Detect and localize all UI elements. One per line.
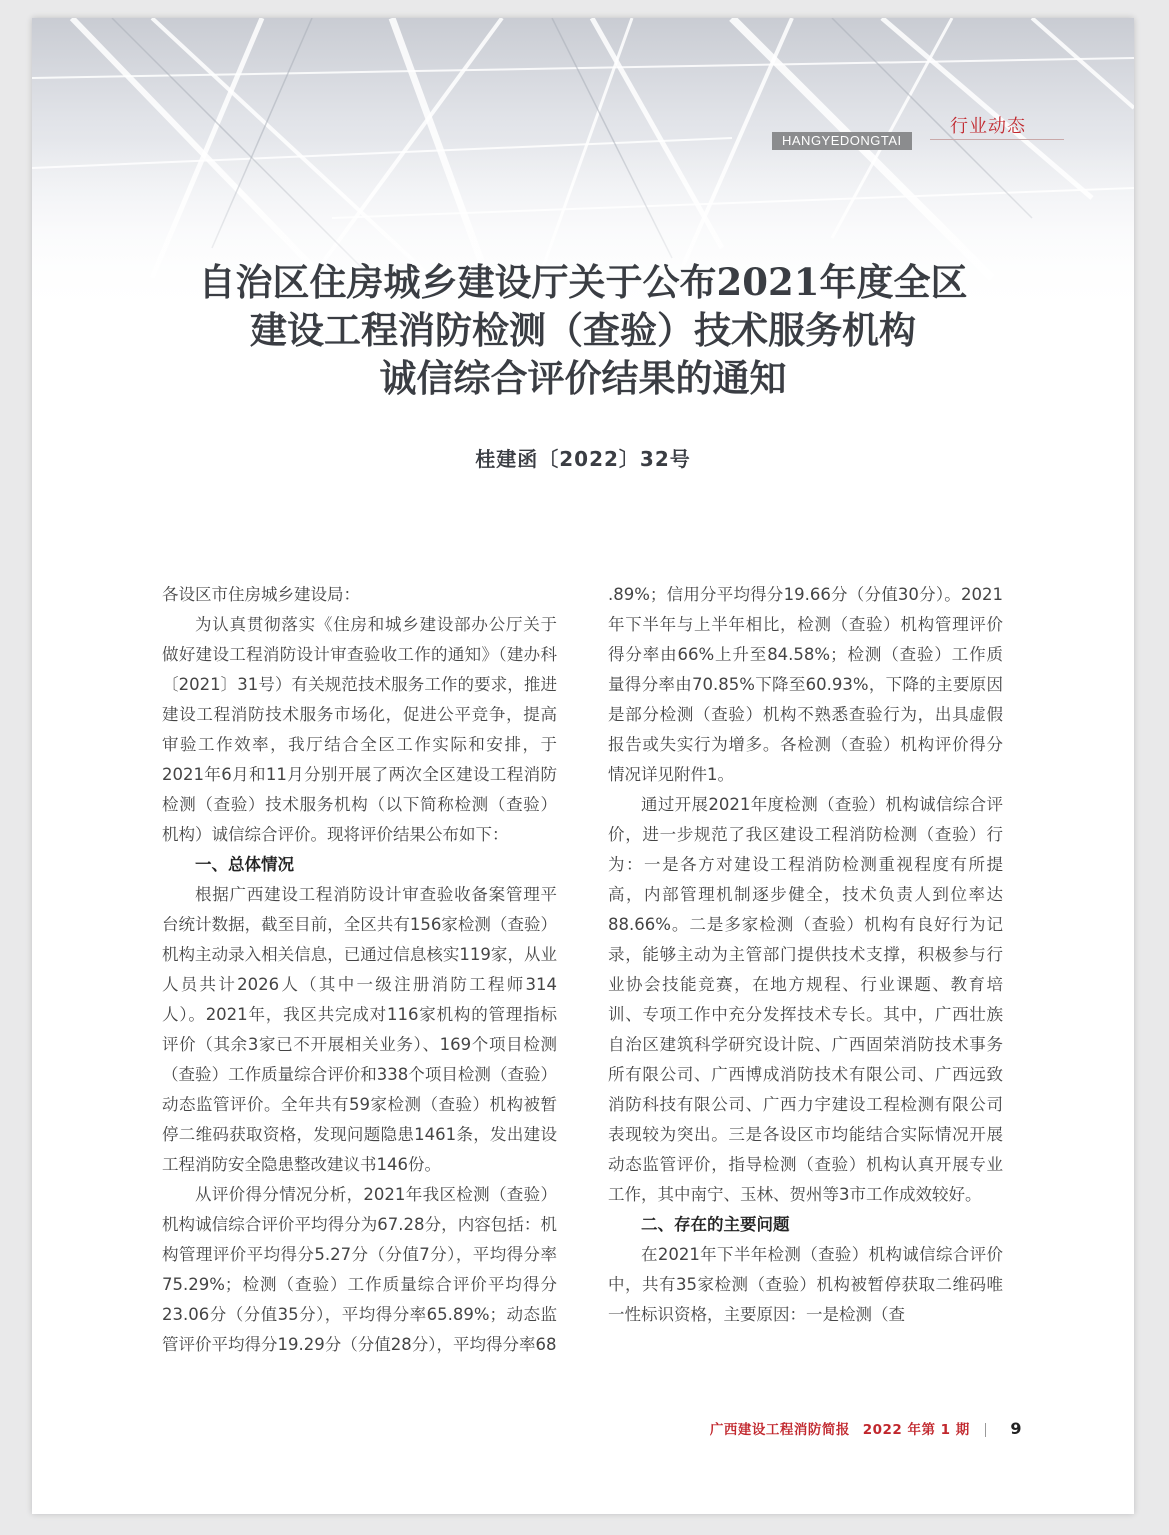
body-column-left xyxy=(162,580,557,1360)
footer-divider xyxy=(985,1423,986,1437)
section-heading-overview: 一、总体情况 xyxy=(195,855,294,874)
salutation: 各设区市住房城乡建设局： xyxy=(162,585,360,604)
section-heading-problems: 二、存在的主要问题 xyxy=(641,1215,790,1234)
title-line-2: 建设工程消防检测（查验）技术服务机构 xyxy=(250,308,916,352)
document-number: 桂建函〔2022〕32号 xyxy=(475,447,691,471)
score-analysis-paragraph: 从评价得分情况分析，2021年我区检测（查验）机构诚信综合评价平均得分为67.28分，内容包括：机构管理评价平均得分5.27分（分值7分），平均得分率75.29%；检测（查验）工作质量综合评价平均得分23.06分（分值35分），平均得分率65.89%；动态监管评价平均得分19.29分（分值28分），平均得分率68 xyxy=(162,1185,557,1354)
section-name-cn: 行业动态 xyxy=(950,116,1026,137)
title-line-1: 自治区住房城乡建设厅关于公布2021年度全区 xyxy=(198,260,968,304)
score-analysis-paragraph-continued: .89%；信用分平均得分19.66分（分值30分）。2021年下半年与上半年相比，检测（查验）机构管理评价得分率由66%上升至84.58%；检测（查验）工作质量得分率由70.85%下降至60.93%，下降的主要原因是部分检测（查验）机构不熟悉查验行为，出具虚假报告或失实行为增多。各检测（查验）机构评价得分情况详见附件1。 xyxy=(608,585,1003,784)
page-number: 9 xyxy=(1010,1419,1022,1438)
title-line-3: 诚信综合评价结果的通知 xyxy=(379,356,787,400)
article-title xyxy=(32,258,1134,402)
problems-paragraph: 在2021年下半年检测（查验）机构诚信综合评价中，共有35家检测（查验）机构被暂停获取二维码唯一性标识资格，主要原因：一是检测（查 xyxy=(608,1245,1003,1324)
body-column-right xyxy=(608,580,1003,1330)
intro-paragraph: 为认真贯彻落实《住房和城乡建设部办公厅关于做好建设工程消防设计审查验收工作的通知》（建办科〔2021〕31号）有关规范技术服务工作的要求，推进建设工程消防技术服务市场化，促进公平竞争，提高审验工作效率，我厅结合全区工作实际和安排，于2021年6月和11月分别开展了两次全区建设工程消防检测（查验）技术服务机构（以下简称检测（查验）机构）诚信综合评价。现将评价结果公布如下： xyxy=(162,615,557,844)
document-page xyxy=(32,18,1134,1514)
achievement-paragraph: 通过开展2021年度检测（查验）机构诚信综合评价，进一步规范了我区建设工程消防检测（查验）行为：一是各方对建设工程消防检测重视程度有所提高，内部管理机制逐步健全，技术负责人到位率达88.66%。二是多家检测（查验）机构有良好行为记录，能够主动为主管部门提供技术支撑，积极参与行业协会技能竞赛，在地方规程、行业课题、教育培训、专项工作中充分发挥技术专长。其中，广西壮族自治区建筑科学研究设计院、广西固荣消防技术事务所有限公司、广西博成消防技术有限公司、广西远致消防科技有限公司、广西力宇建设工程检测有限公司表现较为突出。三是各设区市均能结合实际情况开展动态监管评价，指导检测（查验）机构认真开展专业工作，其中南宁、玉林、贺州等3市工作成效较好。 xyxy=(608,795,1003,1204)
overview-paragraph: 根据广西建设工程消防设计审查验收备案管理平台统计数据，截至目前，全区共有156家检测（查验）机构主动录入相关信息，已通过信息核实119家，从业人员共计2026人（其中一级注册消防工程师314人）。2021年，我区共完成对116家机构的管理指标评价（其余3家已不开展相关业务）、169个项目检测（查验）工作质量综合评价和338个项目检测（查验）动态监管评价。全年共有59家检测（查验）机构被暂停二维码获取资格，发现问题隐患1461条，发出建设工程消防安全隐患整改建议书146份。 xyxy=(162,885,557,1174)
section-tag xyxy=(772,112,1072,152)
issue-number: 2022 年第 1 期 xyxy=(862,1422,970,1438)
page-footer xyxy=(710,1418,1022,1438)
publication-name: 广西建设工程消防简报 xyxy=(709,1422,850,1438)
section-name-en: HANGYEDONGTAI xyxy=(772,132,912,150)
section-rule xyxy=(930,139,1064,140)
